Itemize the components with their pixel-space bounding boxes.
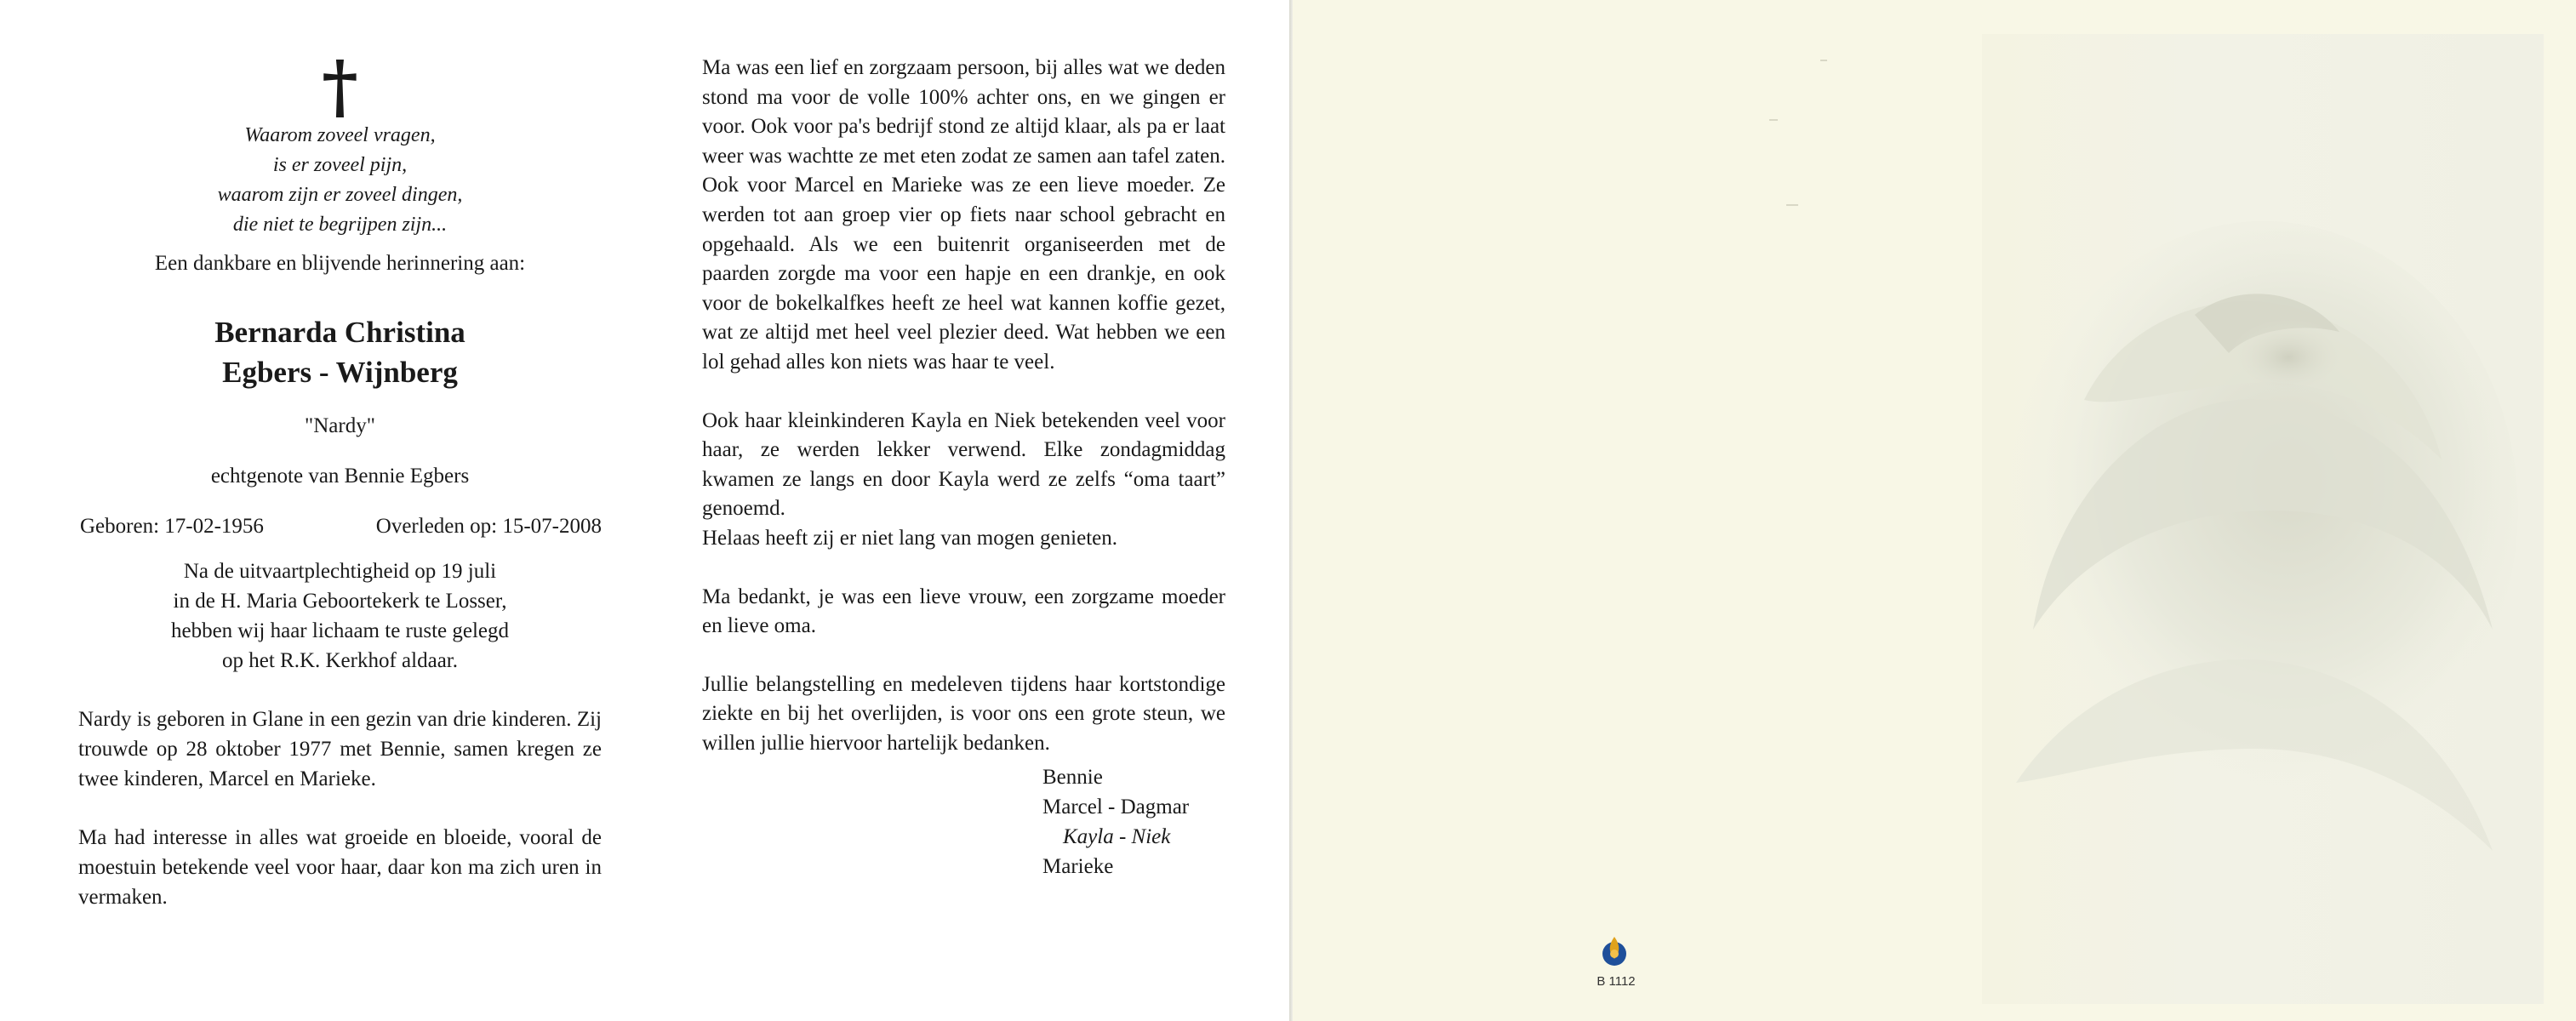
death-date: Overleden op: 15-07-2008	[375, 515, 602, 538]
thanks-paragraph: Jullie belangstelling en medeleven tijdens haar kortstondige ziekte en bij het overlijden, is voor ons een grote steun, we willen jullie hiervoor hartelijk bedanken.	[702, 672, 1225, 755]
signature-line: Marieke	[1042, 855, 1114, 879]
deceased-name	[78, 312, 602, 392]
biography-paragraph-2: Ma had interesse in alles wat groeide en bloeide, vooral de moestuin betekende veel voor haar, daar kon ma zich uren in vermaken.	[78, 826, 602, 909]
funeral-line: op het R.K. Kerkhof aldaar.	[221, 649, 458, 672]
poem	[78, 121, 602, 240]
rose-image	[1982, 34, 2544, 1004]
signature-block	[1042, 762, 1225, 881]
funeral-line: in de H. Maria Geboortekerk te Losser,	[173, 590, 507, 613]
poem-line: Waarom zoveel vragen,	[244, 124, 436, 146]
left-column	[78, 46, 602, 912]
memory-paragraph-2b: Helaas heeft zij er niet lang van mogen genieten.	[702, 526, 1117, 550]
name-line-1: Bernarda Christina	[214, 316, 466, 349]
speck	[1769, 119, 1778, 121]
spouse-line: echtgenote van Bennie Egbers	[210, 465, 470, 488]
intro-text: Een dankbare en blijvende herinnering aan:	[154, 252, 526, 275]
speck	[1786, 204, 1798, 206]
biography-paragraph-1: Nardy is geboren in Glane in een gezin van drie kinderen. Zij trouwde op 28 oktober 1977 met Bennie, samen kregen ze twee kinderen, Marcel en Marieke.	[78, 708, 602, 790]
memory-paragraph-2: Ook haar kleinkinderen Kayla en Niek betekenden veel voor haar, ze werden lekker verwend. Elke zondagmiddag kwamen ze langs en door Kayla werd ze zelfs “oma taart” genoemd.	[702, 408, 1225, 521]
funeral-line: Na de uitvaartplechtigheid op 19 juli	[183, 560, 497, 583]
signature-line: Marcel - Dagmar	[1042, 796, 1190, 819]
memory-paragraph-1: Ma was een lief en zorgzaam persoon, bij alles wat we deden stond ma voor de volle 100% achter ons, en we gingen er voor. Ook voor pa's bedrijf stond ze altijd klaar, als pa er laat weer was wachtte ze met eten zodat ze samen aan tafel zaten. Ook voor Marcel en Marieke was ze een lieve moeder. Ze werden tot aan groep vier op fiets naar school gebracht en opgehaald. Als we een buitenrit organiseerden met de paarden zorgde ma voor een hapje en een drankje, en ook voor de bokelkalfkes heeft ze heel wat kannen koffie gezet, wat ze altijd met heel veel plezier deed. Wat hebben we een lol gehad alles kon niets was haar te veel.	[702, 56, 1225, 374]
name-line-2: Egbers - Wijnberg	[222, 356, 458, 389]
memory-paragraph-3: Ma bedankt, je was een lieve vrouw, een zorgzame moeder en lieve oma.	[702, 585, 1225, 638]
publisher-logo-icon	[1596, 933, 1632, 969]
cross-icon: †	[322, 46, 358, 128]
cover-panel	[1293, 0, 2576, 1021]
middle-column	[702, 54, 1225, 881]
birth-date: Geboren: 17-02-1956	[80, 515, 264, 538]
poem-line: waarom zijn er zoveel dingen,	[217, 184, 463, 206]
speck	[1820, 60, 1827, 61]
poem-line: is er zoveel pijn,	[272, 154, 408, 176]
product-code: B 1112	[1596, 974, 1636, 989]
poem-line: die niet te begrijpen zijn...	[232, 214, 448, 236]
funeral-text	[78, 556, 602, 676]
dates-row	[78, 511, 602, 541]
nickname: "Nardy"	[305, 414, 375, 437]
signature-line: Bennie	[1042, 766, 1103, 790]
funeral-line: hebben wij haar lichaam te ruste gelegd	[170, 619, 510, 642]
signature-line: Kayla - Niek	[1063, 825, 1171, 849]
rose-illustration	[1982, 34, 2544, 1004]
